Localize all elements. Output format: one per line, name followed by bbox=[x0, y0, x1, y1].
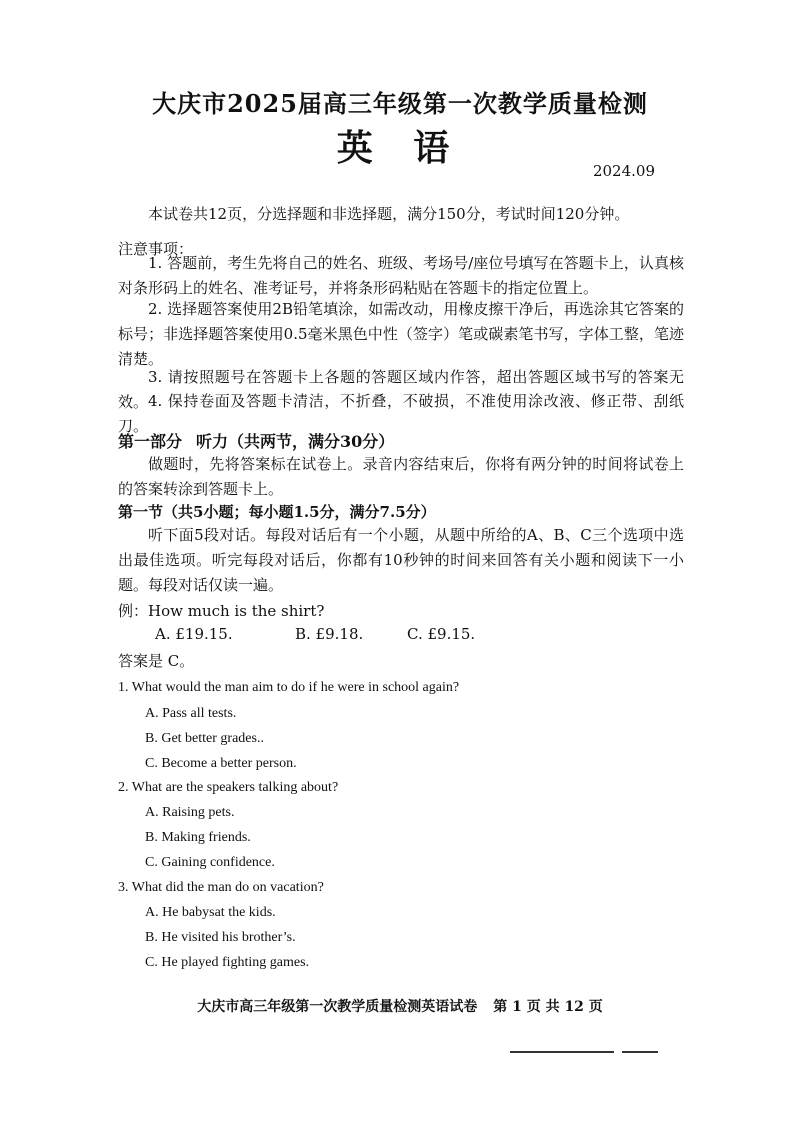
question-2: 2. What are the speakers talking about? bbox=[118, 780, 339, 795]
question-2-option-b: B. Making friends. bbox=[145, 830, 251, 845]
part1-instruction: 做题时，先将答案标在试卷上。录音内容结束后，你将有两分钟的时间将试卷上的答案转涂到答题卡上。 bbox=[118, 455, 684, 498]
question-2-option-c: C. Gaining confidence. bbox=[145, 855, 275, 870]
question-1: 1. What would the man aim to do if he were in school again? bbox=[118, 680, 460, 695]
subject-title: 英 语 bbox=[336, 127, 464, 169]
example-option-c: C. £9.15. bbox=[407, 625, 476, 643]
section1-heading: 第一节（共5小题；每小题1.5分，满分7.5分） bbox=[118, 503, 436, 521]
intro-text: 本试卷共12页，分选择题和非选择题，满分150分，考试时间120分钟。 bbox=[148, 205, 630, 223]
note-item-4: 4. 保持卷面及答题卡清洁，不折叠，不破损，不准使用涂改液、修正带、刮纸刀。 bbox=[118, 392, 684, 435]
exam-title: 大庆市2025届高三年级第一次教学质量检测 bbox=[152, 89, 648, 118]
question-1-option-c: C. Become a better person. bbox=[145, 756, 297, 771]
example-option-a: A. £19.15. bbox=[155, 625, 233, 643]
section1-instruction: 听下面5段对话。每段对话后有一个小题，从题中所给的A、B、C三个选项中选出最佳选项。听完每段对话后，你都有10秒钟的时间来回答有关小题和阅读下一小题。每段对话仅读一遍。 bbox=[118, 526, 684, 594]
scan-mark-line bbox=[622, 1051, 658, 1053]
question-3-option-c: C. He played fighting games. bbox=[145, 955, 310, 970]
question-3-option-b: B. He visited his brother’s. bbox=[145, 930, 296, 945]
example-question: 例：How much is the shirt? bbox=[118, 602, 325, 620]
note-item-2: 2. 选择题答案使用2B铅笔填涂，如需改动，用橡皮擦干净后，再选涂其它答案的标号；非选择题答案使用0.5毫米黑色中性（签字）笔或碳素笔书写，字体工整，笔迹清楚。 bbox=[118, 300, 684, 368]
part1-label: 第一部分 bbox=[118, 432, 183, 451]
question-1-option-a: A. Pass all tests. bbox=[145, 706, 237, 721]
footer-page-number: 第 1 页 共 12 页 bbox=[493, 999, 603, 1015]
note-item-3: 3. 请按照题号在答题卡上各题的答题区域内作答，超出答题区域书写的答案无效。 bbox=[118, 368, 684, 411]
question-3-option-a: A. He babysat the kids. bbox=[145, 905, 276, 920]
scan-mark-line bbox=[510, 1051, 614, 1053]
example-answer: 答案是 C。 bbox=[118, 652, 195, 670]
notes-heading: 注意事项： bbox=[118, 240, 194, 258]
question-2-option-a: A. Raising pets. bbox=[145, 805, 235, 820]
page-footer bbox=[0, 996, 800, 1016]
part1-heading bbox=[118, 429, 408, 452]
question-1-option-b: B. Get better grades.. bbox=[145, 731, 264, 746]
question-3: 3. What did the man do on vacation? bbox=[118, 880, 324, 895]
footer-title: 大庆市高三年级第一次教学质量检测英语试卷 bbox=[197, 999, 478, 1015]
exam-date: 2024.09 bbox=[592, 162, 655, 180]
example-option-b: B. £9.18. bbox=[295, 625, 364, 643]
part1-title: 听力（共两节，满分30分） bbox=[196, 432, 395, 451]
note-item-1: 1. 答题前，考生先将自己的姓名、班级、考场号/座位号填写在答题卡上，认真核对条形码上的姓名、准考证号，并将条形码粘贴在答题卡的指定位置上。 bbox=[118, 254, 684, 297]
